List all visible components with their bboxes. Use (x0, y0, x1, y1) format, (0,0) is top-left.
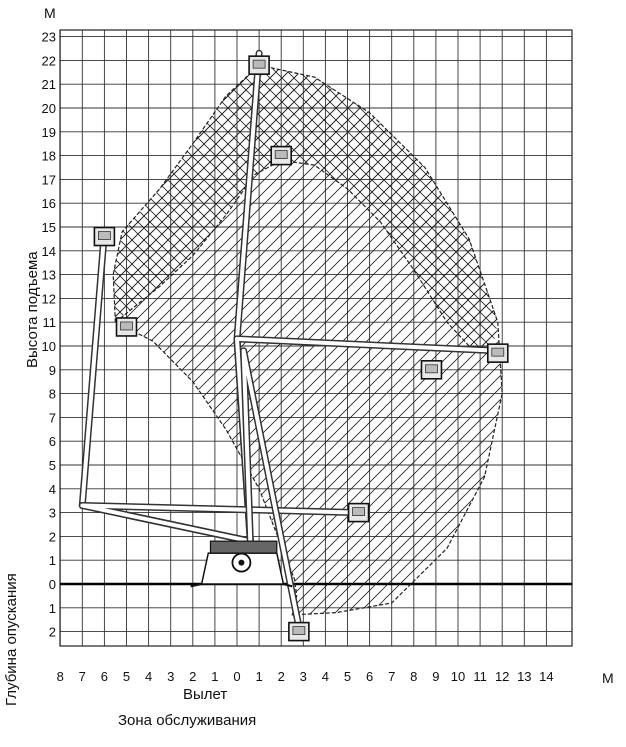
y-tick-label: 1 (48, 553, 56, 569)
x-tick-label: 12 (494, 669, 510, 684)
x-tick-label: 4 (144, 669, 153, 684)
y-tick-label: 4 (48, 481, 56, 497)
y-tick-label: 12 (41, 291, 56, 307)
basket-inner (425, 365, 437, 373)
x-tick-label: 8 (56, 669, 64, 684)
x-tick-label: 2 (189, 669, 197, 684)
x-tick-label: 7 (78, 669, 86, 684)
x-tick-label: 11 (473, 669, 487, 684)
x-axis-label: Вылет (183, 686, 228, 703)
diagram-title: Зона обслуживания (118, 712, 257, 729)
x-tick-label: 5 (122, 669, 131, 684)
y-tick-label: 19 (41, 124, 56, 140)
y-tick-label: 22 (41, 53, 56, 69)
y-tick-label: 2 (48, 529, 56, 545)
x-unit-label: М (602, 670, 614, 686)
y-tick-label: 6 (48, 434, 56, 450)
x-tick-label: 14 (539, 669, 554, 684)
y-tick-label: 11 (42, 315, 56, 331)
y-tick-label: 14 (41, 243, 56, 259)
wheel-hub (238, 560, 244, 566)
y-tick-label: 8 (48, 386, 56, 402)
x-tick-label: 10 (450, 669, 466, 684)
x-tick-label: 6 (365, 669, 374, 684)
turntable (210, 541, 276, 553)
basket-inner (98, 232, 110, 240)
x-tick-label: 3 (167, 669, 175, 684)
y-tick-label: 15 (41, 220, 56, 235)
truck-chassis (191, 541, 293, 586)
y-tick-label: 17 (41, 172, 56, 188)
x-tick-label: 0 (233, 669, 241, 684)
basket-inner (253, 60, 265, 68)
y-tick-label: 18 (41, 148, 56, 164)
y-tick-label: 23 (41, 29, 56, 45)
y-tick-label: 3 (48, 505, 56, 521)
y-tick-label: 9 (48, 362, 56, 378)
x-tick-label: 8 (410, 669, 418, 684)
x-tick-label: 1 (211, 669, 219, 684)
basket-inner (275, 151, 287, 159)
y-tick-label: 20 (41, 101, 56, 116)
x-tick-label: 4 (321, 669, 330, 684)
x-tick-label: 13 (517, 669, 532, 684)
y-tick-labels (42, 30, 56, 640)
x-tick-label: 7 (388, 669, 396, 684)
basket-inner (293, 627, 305, 635)
y-tick-label: 16 (41, 196, 56, 212)
y-unit-label: М (44, 5, 56, 21)
x-tick-label: 5 (343, 669, 352, 684)
y-tick-label: 10 (41, 339, 56, 354)
y-tick-label: 7 (48, 410, 56, 426)
y-tick-label: 1 (48, 600, 56, 616)
x-tick-labels (57, 669, 554, 684)
y-tick-label: 0 (48, 577, 56, 592)
basket-inner (492, 348, 504, 356)
y-tick-label: 13 (41, 267, 56, 283)
x-tick-label: 6 (100, 669, 109, 684)
x-tick-label: 9 (432, 669, 440, 684)
basket-inner (353, 508, 365, 516)
y-tick-label: 21 (41, 77, 56, 93)
y-depth-label: Глубина опускания (3, 573, 20, 706)
x-tick-label: 3 (299, 669, 307, 684)
x-tick-label: 1 (255, 669, 263, 684)
basket-inner (121, 322, 133, 330)
x-tick-label: 2 (277, 669, 285, 684)
y-tick-label: 5 (48, 458, 56, 473)
y-tick-label: 2 (48, 624, 56, 640)
y-axis-label: Высота подъема (24, 251, 41, 368)
